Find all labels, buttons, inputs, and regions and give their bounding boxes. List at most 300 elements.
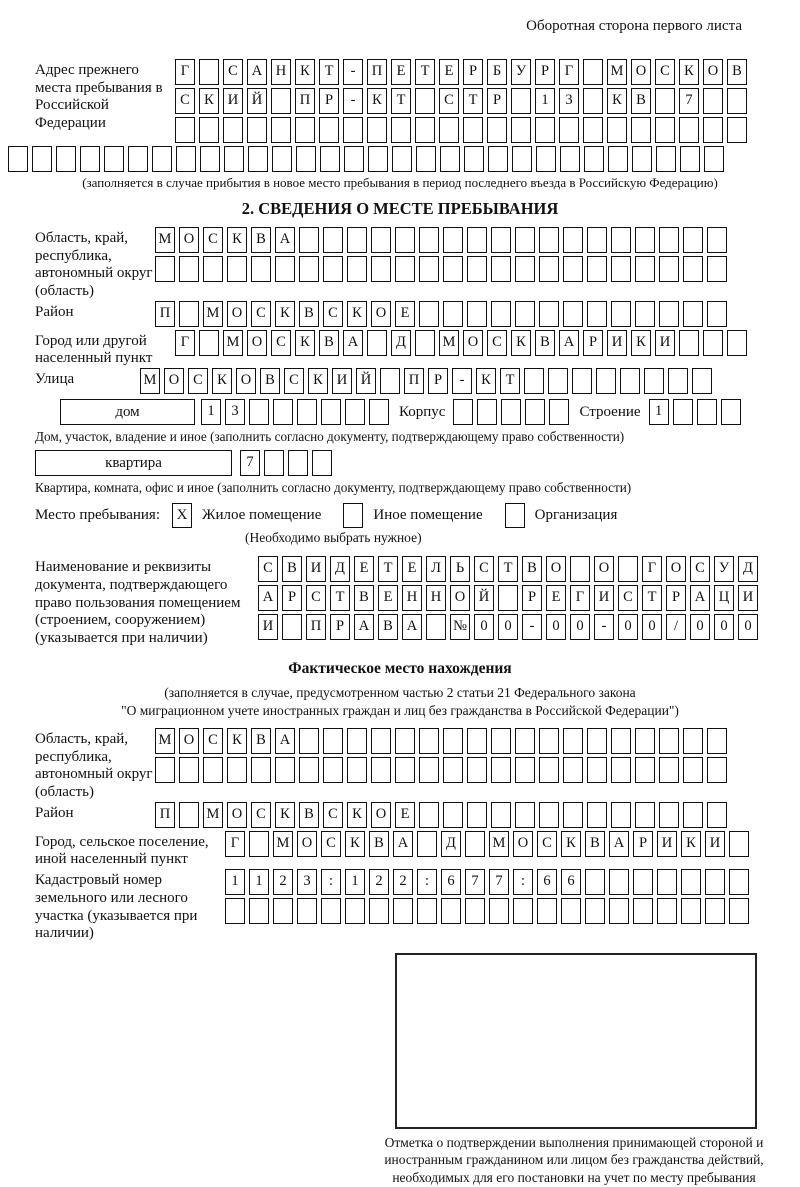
- char-cell[interactable]: [299, 757, 319, 783]
- char-cell[interactable]: С: [323, 802, 343, 828]
- char-cell[interactable]: [439, 117, 459, 143]
- char-cell[interactable]: [560, 146, 580, 172]
- char-cell[interactable]: 7: [679, 88, 699, 114]
- char-cell[interactable]: [419, 301, 439, 327]
- char-cell[interactable]: [391, 117, 411, 143]
- char-cell[interactable]: О: [179, 728, 199, 754]
- char-cell[interactable]: Л: [426, 556, 446, 582]
- char-cell[interactable]: [369, 399, 389, 425]
- char-cell[interactable]: /: [666, 614, 686, 640]
- char-cell[interactable]: В: [369, 831, 389, 857]
- char-cell[interactable]: :: [417, 869, 437, 895]
- char-cell[interactable]: Т: [415, 59, 435, 85]
- char-cell[interactable]: [323, 256, 343, 282]
- char-cell[interactable]: В: [251, 227, 271, 253]
- char-cell[interactable]: В: [585, 831, 605, 857]
- char-cell[interactable]: М: [273, 831, 293, 857]
- char-cell[interactable]: [299, 728, 319, 754]
- char-cell[interactable]: [515, 757, 535, 783]
- char-cell[interactable]: [561, 898, 581, 924]
- char-cell[interactable]: И: [738, 585, 758, 611]
- char-cell[interactable]: [611, 757, 631, 783]
- char-cell[interactable]: М: [203, 301, 223, 327]
- char-cell[interactable]: -: [343, 88, 363, 114]
- char-cell[interactable]: [635, 757, 655, 783]
- char-cell[interactable]: Д: [391, 330, 411, 356]
- char-cell[interactable]: [679, 117, 699, 143]
- char-cell[interactable]: В: [299, 301, 319, 327]
- char-cell[interactable]: Е: [402, 556, 422, 582]
- char-cell[interactable]: [611, 256, 631, 282]
- char-cell[interactable]: 7: [240, 450, 260, 476]
- char-cell[interactable]: [727, 117, 747, 143]
- char-cell[interactable]: [644, 368, 664, 394]
- char-cell[interactable]: К: [227, 227, 247, 253]
- char-cell[interactable]: [247, 117, 267, 143]
- char-cell[interactable]: [371, 227, 391, 253]
- char-cell[interactable]: [515, 301, 535, 327]
- char-cell[interactable]: Г: [559, 59, 579, 85]
- char-cell[interactable]: А: [354, 614, 374, 640]
- char-cell[interactable]: [223, 117, 243, 143]
- char-cell[interactable]: [419, 728, 439, 754]
- char-cell[interactable]: [128, 146, 148, 172]
- char-cell[interactable]: В: [535, 330, 555, 356]
- char-cell[interactable]: [288, 450, 308, 476]
- char-cell[interactable]: [248, 146, 268, 172]
- char-cell[interactable]: [632, 146, 652, 172]
- char-cell[interactable]: [563, 728, 583, 754]
- char-cell[interactable]: А: [690, 585, 710, 611]
- char-cell[interactable]: [275, 757, 295, 783]
- char-cell[interactable]: [273, 399, 293, 425]
- char-cell[interactable]: [729, 869, 749, 895]
- char-cell[interactable]: [419, 802, 439, 828]
- char-cell[interactable]: [297, 399, 317, 425]
- char-cell[interactable]: [415, 330, 435, 356]
- char-cell[interactable]: [515, 728, 535, 754]
- char-cell[interactable]: Р: [487, 88, 507, 114]
- char-cell[interactable]: К: [199, 88, 219, 114]
- char-cell[interactable]: С: [618, 585, 638, 611]
- char-cell[interactable]: К: [476, 368, 496, 394]
- char-cell[interactable]: [441, 898, 461, 924]
- char-cell[interactable]: С: [487, 330, 507, 356]
- char-cell[interactable]: [583, 117, 603, 143]
- char-cell[interactable]: 3: [225, 399, 245, 425]
- char-cell[interactable]: [465, 831, 485, 857]
- char-cell[interactable]: 3: [297, 869, 317, 895]
- char-cell[interactable]: И: [306, 556, 326, 582]
- char-cell[interactable]: В: [282, 556, 302, 582]
- char-cell[interactable]: 0: [642, 614, 662, 640]
- char-cell[interactable]: В: [260, 368, 280, 394]
- char-cell[interactable]: [584, 146, 604, 172]
- char-cell[interactable]: [319, 117, 339, 143]
- char-cell[interactable]: [513, 898, 533, 924]
- char-cell[interactable]: С: [439, 88, 459, 114]
- char-cell[interactable]: К: [212, 368, 232, 394]
- char-cell[interactable]: Й: [356, 368, 376, 394]
- char-cell[interactable]: В: [299, 802, 319, 828]
- char-cell[interactable]: [704, 146, 724, 172]
- char-cell[interactable]: [491, 227, 511, 253]
- char-cell[interactable]: [272, 146, 292, 172]
- char-cell[interactable]: 0: [618, 614, 638, 640]
- char-cell[interactable]: Т: [500, 368, 520, 394]
- char-cell[interactable]: 1: [535, 88, 555, 114]
- char-cell[interactable]: [227, 256, 247, 282]
- char-cell[interactable]: [705, 898, 725, 924]
- char-cell[interactable]: [515, 802, 535, 828]
- char-cell[interactable]: [681, 869, 701, 895]
- char-cell[interactable]: [440, 146, 460, 172]
- char-cell[interactable]: О: [179, 227, 199, 253]
- char-cell[interactable]: [635, 728, 655, 754]
- char-cell[interactable]: [501, 399, 521, 425]
- char-cell[interactable]: М: [140, 368, 160, 394]
- char-cell[interactable]: [524, 368, 544, 394]
- char-cell[interactable]: М: [489, 831, 509, 857]
- char-cell[interactable]: [8, 146, 28, 172]
- char-cell[interactable]: [343, 117, 363, 143]
- char-cell[interactable]: [426, 614, 446, 640]
- char-cell[interactable]: О: [450, 585, 470, 611]
- char-cell[interactable]: [419, 757, 439, 783]
- char-cell[interactable]: 1: [201, 399, 221, 425]
- char-cell[interactable]: 2: [273, 869, 293, 895]
- char-cell[interactable]: С: [203, 227, 223, 253]
- char-cell[interactable]: [491, 757, 511, 783]
- char-cell[interactable]: [697, 399, 717, 425]
- char-cell[interactable]: С: [537, 831, 557, 857]
- char-cell[interactable]: [345, 399, 365, 425]
- char-cell[interactable]: Е: [378, 585, 398, 611]
- char-cell[interactable]: [631, 117, 651, 143]
- char-cell[interactable]: 6: [537, 869, 557, 895]
- char-cell[interactable]: 1: [225, 869, 245, 895]
- char-cell[interactable]: [152, 146, 172, 172]
- char-cell[interactable]: О: [594, 556, 614, 582]
- char-cell[interactable]: С: [188, 368, 208, 394]
- char-cell[interactable]: Е: [395, 301, 415, 327]
- char-cell[interactable]: [275, 256, 295, 282]
- char-cell[interactable]: [227, 757, 247, 783]
- char-cell[interactable]: [679, 330, 699, 356]
- char-cell[interactable]: А: [275, 227, 295, 253]
- char-cell[interactable]: Г: [225, 831, 245, 857]
- char-cell[interactable]: [659, 256, 679, 282]
- char-cell[interactable]: О: [371, 301, 391, 327]
- char-cell[interactable]: [587, 757, 607, 783]
- char-cell[interactable]: [345, 898, 365, 924]
- char-cell[interactable]: Т: [378, 556, 398, 582]
- char-cell[interactable]: И: [223, 88, 243, 114]
- char-cell[interactable]: [443, 757, 463, 783]
- char-cell[interactable]: [395, 227, 415, 253]
- char-cell[interactable]: В: [522, 556, 542, 582]
- char-cell[interactable]: С: [474, 556, 494, 582]
- char-cell[interactable]: -: [343, 59, 363, 85]
- char-cell[interactable]: [273, 898, 293, 924]
- char-cell[interactable]: Ь: [450, 556, 470, 582]
- char-cell[interactable]: [323, 757, 343, 783]
- char-cell[interactable]: [668, 368, 688, 394]
- char-cell[interactable]: [611, 728, 631, 754]
- char-cell[interactable]: И: [657, 831, 677, 857]
- char-cell[interactable]: [511, 117, 531, 143]
- char-cell[interactable]: М: [223, 330, 243, 356]
- char-cell[interactable]: [673, 399, 693, 425]
- char-cell[interactable]: Р: [633, 831, 653, 857]
- char-cell[interactable]: [596, 368, 616, 394]
- char-cell[interactable]: [635, 802, 655, 828]
- char-cell[interactable]: [344, 146, 364, 172]
- char-cell[interactable]: П: [367, 59, 387, 85]
- char-cell[interactable]: [312, 450, 332, 476]
- char-cell[interactable]: [611, 802, 631, 828]
- char-cell[interactable]: [271, 117, 291, 143]
- char-cell[interactable]: [491, 256, 511, 282]
- char-cell[interactable]: [683, 728, 703, 754]
- char-cell[interactable]: [395, 256, 415, 282]
- char-cell[interactable]: [659, 301, 679, 327]
- char-cell[interactable]: Д: [441, 831, 461, 857]
- char-cell[interactable]: [539, 227, 559, 253]
- char-cell[interactable]: [321, 898, 341, 924]
- char-cell[interactable]: [371, 256, 391, 282]
- char-cell[interactable]: 0: [690, 614, 710, 640]
- stay-type-checkbox-organization[interactable]: [505, 503, 525, 528]
- char-cell[interactable]: Е: [391, 59, 411, 85]
- char-cell[interactable]: [635, 256, 655, 282]
- char-cell[interactable]: [563, 256, 583, 282]
- char-cell[interactable]: [367, 117, 387, 143]
- char-cell[interactable]: [585, 898, 605, 924]
- char-cell[interactable]: [539, 728, 559, 754]
- char-cell[interactable]: [282, 614, 302, 640]
- char-cell[interactable]: С: [690, 556, 710, 582]
- char-cell[interactable]: У: [511, 59, 531, 85]
- char-cell[interactable]: [611, 227, 631, 253]
- char-cell[interactable]: 0: [738, 614, 758, 640]
- char-cell[interactable]: [453, 399, 473, 425]
- char-cell[interactable]: И: [332, 368, 352, 394]
- char-cell[interactable]: 1: [345, 869, 365, 895]
- char-cell[interactable]: Е: [354, 556, 374, 582]
- char-cell[interactable]: [707, 757, 727, 783]
- char-cell[interactable]: С: [203, 728, 223, 754]
- char-cell[interactable]: [347, 728, 367, 754]
- char-cell[interactable]: [620, 368, 640, 394]
- char-cell[interactable]: [32, 146, 52, 172]
- char-cell[interactable]: Е: [546, 585, 566, 611]
- char-cell[interactable]: [659, 802, 679, 828]
- char-cell[interactable]: [609, 898, 629, 924]
- char-cell[interactable]: 6: [441, 869, 461, 895]
- char-cell[interactable]: [299, 227, 319, 253]
- char-cell[interactable]: Г: [175, 59, 195, 85]
- char-cell[interactable]: [179, 256, 199, 282]
- char-cell[interactable]: [583, 59, 603, 85]
- stay-type-checkbox-residential[interactable]: X: [172, 503, 192, 528]
- char-cell[interactable]: [489, 898, 509, 924]
- char-cell[interactable]: [200, 146, 220, 172]
- char-cell[interactable]: П: [155, 301, 175, 327]
- char-cell[interactable]: [633, 898, 653, 924]
- char-cell[interactable]: О: [371, 802, 391, 828]
- char-cell[interactable]: [587, 301, 607, 327]
- char-cell[interactable]: [707, 256, 727, 282]
- char-cell[interactable]: А: [402, 614, 422, 640]
- char-cell[interactable]: [727, 88, 747, 114]
- char-cell[interactable]: М: [155, 227, 175, 253]
- char-cell[interactable]: 3: [559, 88, 579, 114]
- char-cell[interactable]: [417, 898, 437, 924]
- char-cell[interactable]: [539, 301, 559, 327]
- char-cell[interactable]: [680, 146, 700, 172]
- char-cell[interactable]: И: [655, 330, 675, 356]
- char-cell[interactable]: [487, 117, 507, 143]
- char-cell[interactable]: Т: [330, 585, 350, 611]
- char-cell[interactable]: [559, 117, 579, 143]
- char-cell[interactable]: -: [594, 614, 614, 640]
- char-cell[interactable]: К: [308, 368, 328, 394]
- char-cell[interactable]: К: [561, 831, 581, 857]
- char-cell[interactable]: [607, 117, 627, 143]
- char-cell[interactable]: [729, 831, 749, 857]
- char-cell[interactable]: [296, 146, 316, 172]
- char-cell[interactable]: [392, 146, 412, 172]
- char-cell[interactable]: С: [284, 368, 304, 394]
- char-cell[interactable]: Д: [738, 556, 758, 582]
- char-cell[interactable]: [368, 146, 388, 172]
- char-cell[interactable]: К: [275, 802, 295, 828]
- char-cell[interactable]: :: [321, 869, 341, 895]
- char-cell[interactable]: Т: [391, 88, 411, 114]
- char-cell[interactable]: О: [164, 368, 184, 394]
- char-cell[interactable]: [371, 728, 391, 754]
- char-cell[interactable]: [225, 898, 245, 924]
- char-cell[interactable]: [535, 117, 555, 143]
- char-cell[interactable]: И: [705, 831, 725, 857]
- char-cell[interactable]: П: [295, 88, 315, 114]
- char-cell[interactable]: [683, 256, 703, 282]
- char-cell[interactable]: [729, 898, 749, 924]
- char-cell[interactable]: [707, 728, 727, 754]
- char-cell[interactable]: 7: [465, 869, 485, 895]
- char-cell[interactable]: Р: [330, 614, 350, 640]
- char-cell[interactable]: В: [354, 585, 374, 611]
- char-cell[interactable]: [155, 757, 175, 783]
- char-cell[interactable]: [572, 368, 592, 394]
- char-cell[interactable]: С: [251, 301, 271, 327]
- char-cell[interactable]: [224, 146, 244, 172]
- char-cell[interactable]: Т: [642, 585, 662, 611]
- char-cell[interactable]: О: [463, 330, 483, 356]
- char-cell[interactable]: 0: [570, 614, 590, 640]
- char-cell[interactable]: [251, 757, 271, 783]
- char-cell[interactable]: В: [251, 728, 271, 754]
- char-cell[interactable]: К: [367, 88, 387, 114]
- char-cell[interactable]: [703, 88, 723, 114]
- char-cell[interactable]: А: [343, 330, 363, 356]
- char-cell[interactable]: [299, 256, 319, 282]
- char-cell[interactable]: П: [404, 368, 424, 394]
- char-cell[interactable]: К: [295, 330, 315, 356]
- char-cell[interactable]: В: [319, 330, 339, 356]
- char-cell[interactable]: [320, 146, 340, 172]
- char-cell[interactable]: [443, 227, 463, 253]
- char-cell[interactable]: [347, 227, 367, 253]
- char-cell[interactable]: К: [631, 330, 651, 356]
- char-cell[interactable]: [443, 256, 463, 282]
- char-cell[interactable]: М: [439, 330, 459, 356]
- char-cell[interactable]: С: [175, 88, 195, 114]
- char-cell[interactable]: [249, 898, 269, 924]
- char-cell[interactable]: [321, 399, 341, 425]
- char-cell[interactable]: [618, 556, 638, 582]
- char-cell[interactable]: [563, 301, 583, 327]
- char-cell[interactable]: [419, 256, 439, 282]
- char-cell[interactable]: [587, 227, 607, 253]
- char-cell[interactable]: [707, 802, 727, 828]
- char-cell[interactable]: [179, 802, 199, 828]
- char-cell[interactable]: 1: [249, 869, 269, 895]
- char-cell[interactable]: Б: [487, 59, 507, 85]
- char-cell[interactable]: И: [258, 614, 278, 640]
- char-cell[interactable]: В: [378, 614, 398, 640]
- char-cell[interactable]: [655, 88, 675, 114]
- char-cell[interactable]: [659, 728, 679, 754]
- char-cell[interactable]: [465, 898, 485, 924]
- char-cell[interactable]: [347, 757, 367, 783]
- char-cell[interactable]: О: [297, 831, 317, 857]
- char-cell[interactable]: С: [271, 330, 291, 356]
- char-cell[interactable]: [570, 556, 590, 582]
- char-cell[interactable]: Р: [522, 585, 542, 611]
- char-cell[interactable]: [703, 330, 723, 356]
- char-cell[interactable]: [705, 869, 725, 895]
- char-cell[interactable]: [415, 117, 435, 143]
- char-cell[interactable]: [175, 117, 195, 143]
- char-cell[interactable]: [264, 450, 284, 476]
- char-cell[interactable]: Е: [439, 59, 459, 85]
- char-cell[interactable]: Г: [175, 330, 195, 356]
- char-cell[interactable]: [633, 869, 653, 895]
- char-cell[interactable]: [488, 146, 508, 172]
- char-cell[interactable]: А: [609, 831, 629, 857]
- char-cell[interactable]: О: [227, 301, 247, 327]
- char-cell[interactable]: К: [295, 59, 315, 85]
- char-cell[interactable]: Н: [271, 59, 291, 85]
- char-cell[interactable]: К: [227, 728, 247, 754]
- char-cell[interactable]: [467, 757, 487, 783]
- char-cell[interactable]: [464, 146, 484, 172]
- char-cell[interactable]: [515, 256, 535, 282]
- char-cell[interactable]: Ц: [714, 585, 734, 611]
- char-cell[interactable]: О: [236, 368, 256, 394]
- char-cell[interactable]: [297, 898, 317, 924]
- char-cell[interactable]: [491, 728, 511, 754]
- char-cell[interactable]: [587, 728, 607, 754]
- char-cell[interactable]: О: [703, 59, 723, 85]
- char-cell[interactable]: 1: [649, 399, 669, 425]
- char-cell[interactable]: К: [679, 59, 699, 85]
- char-cell[interactable]: [611, 301, 631, 327]
- char-cell[interactable]: [511, 88, 531, 114]
- char-cell[interactable]: [203, 757, 223, 783]
